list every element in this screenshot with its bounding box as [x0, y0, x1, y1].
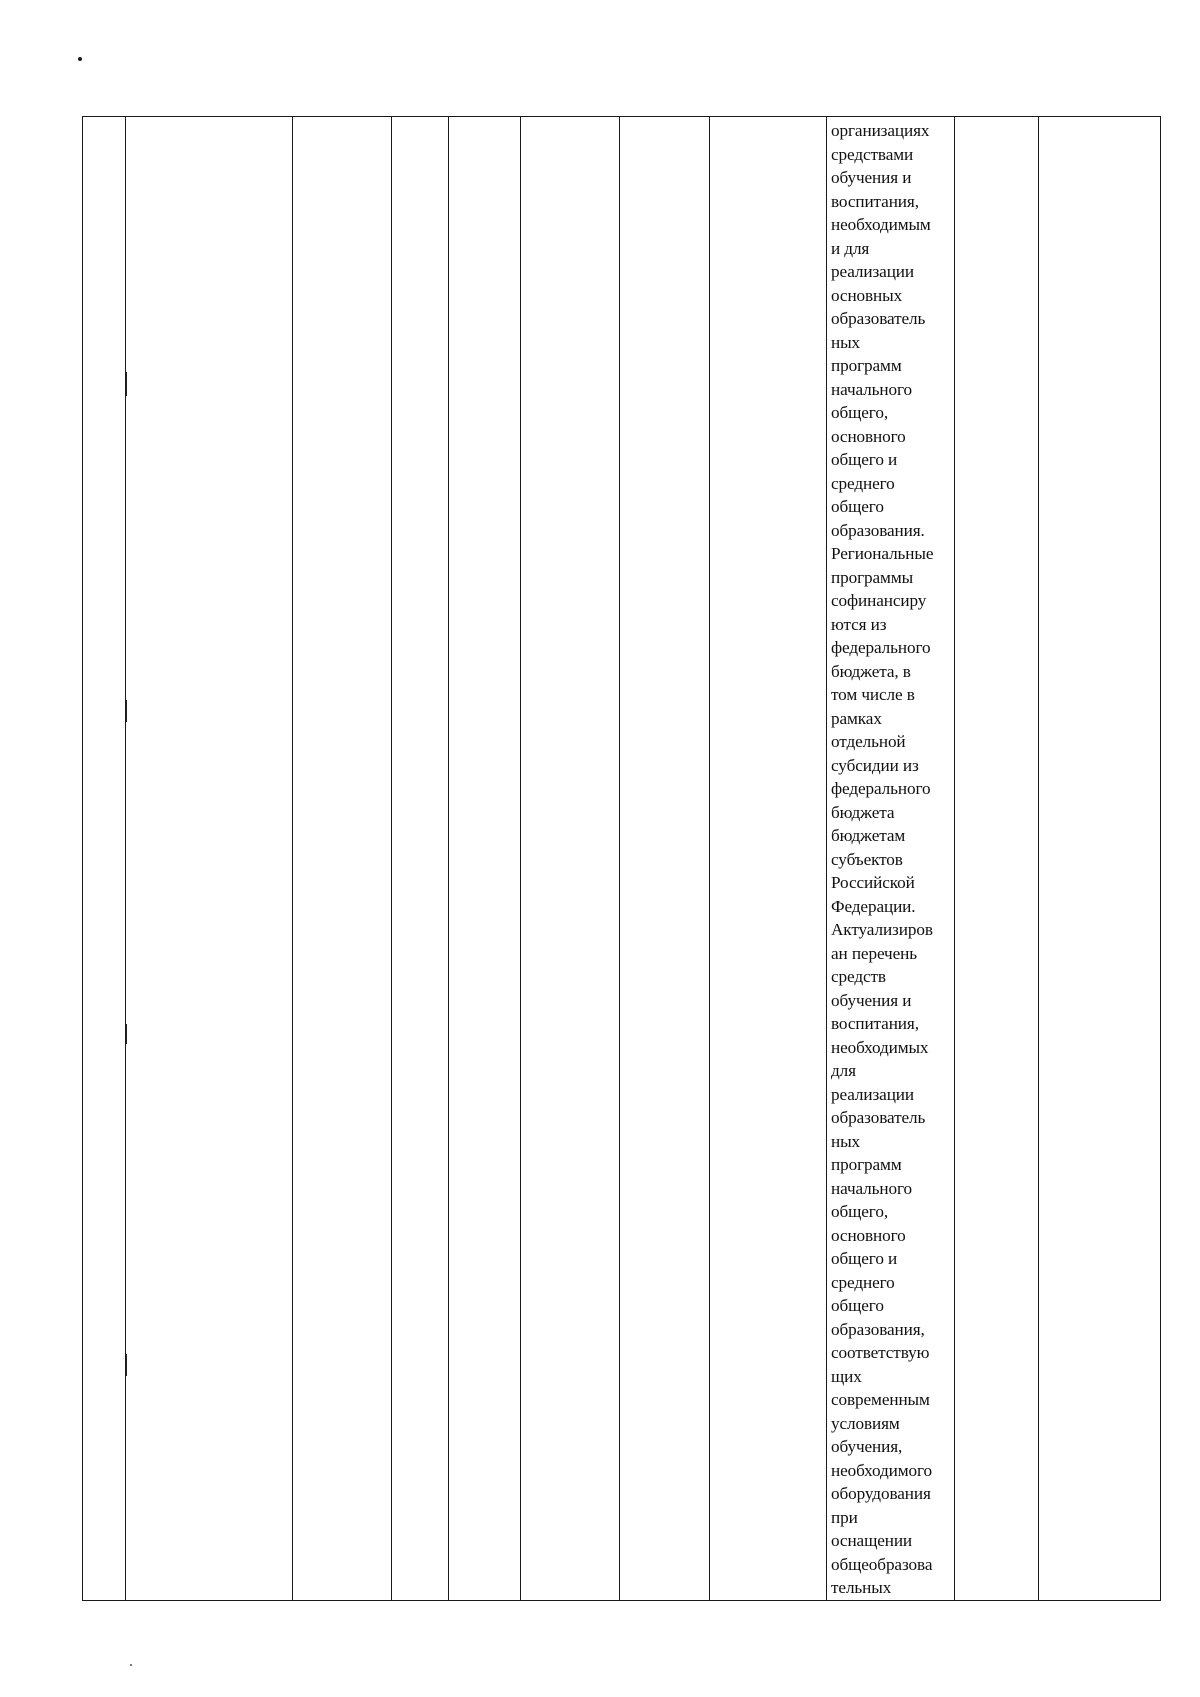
document-table [82, 116, 1161, 1601]
table-cell-empty [521, 117, 620, 1601]
table-cell-empty [293, 117, 392, 1601]
table-row [83, 117, 1161, 1601]
table-cell-empty [1039, 117, 1161, 1601]
description-text: организациях средствами обучения и воспитания, необходимым и для реализации основных образователь ных программ начального общего, основного общего и среднего общего образования. Региональные программы софинансиру ются из федерального бюджета, в том числе в рамках отдельной субсидии из федерального бюджета бюджетам субъектов Российской Федерации. Актуализиров ан перечень средств обучения и воспитания, необходимых для реализации образователь ных программ начального общего, основного общего и среднего общего образования, соответствую щих современным условиям обучения, необходимого оборудования при оснащении общеобразова тельных [831, 121, 934, 1597]
table-cell-empty [449, 117, 521, 1601]
scan-speck [130, 1664, 132, 1666]
scan-speck [78, 57, 82, 61]
table-cell-description [827, 117, 955, 1601]
table-cell-empty [83, 117, 126, 1601]
table-cell-empty [126, 117, 293, 1601]
table-cell-empty [620, 117, 710, 1601]
table-cell-empty [710, 117, 827, 1601]
table-cell-empty [955, 117, 1039, 1601]
table-cell-empty [392, 117, 449, 1601]
